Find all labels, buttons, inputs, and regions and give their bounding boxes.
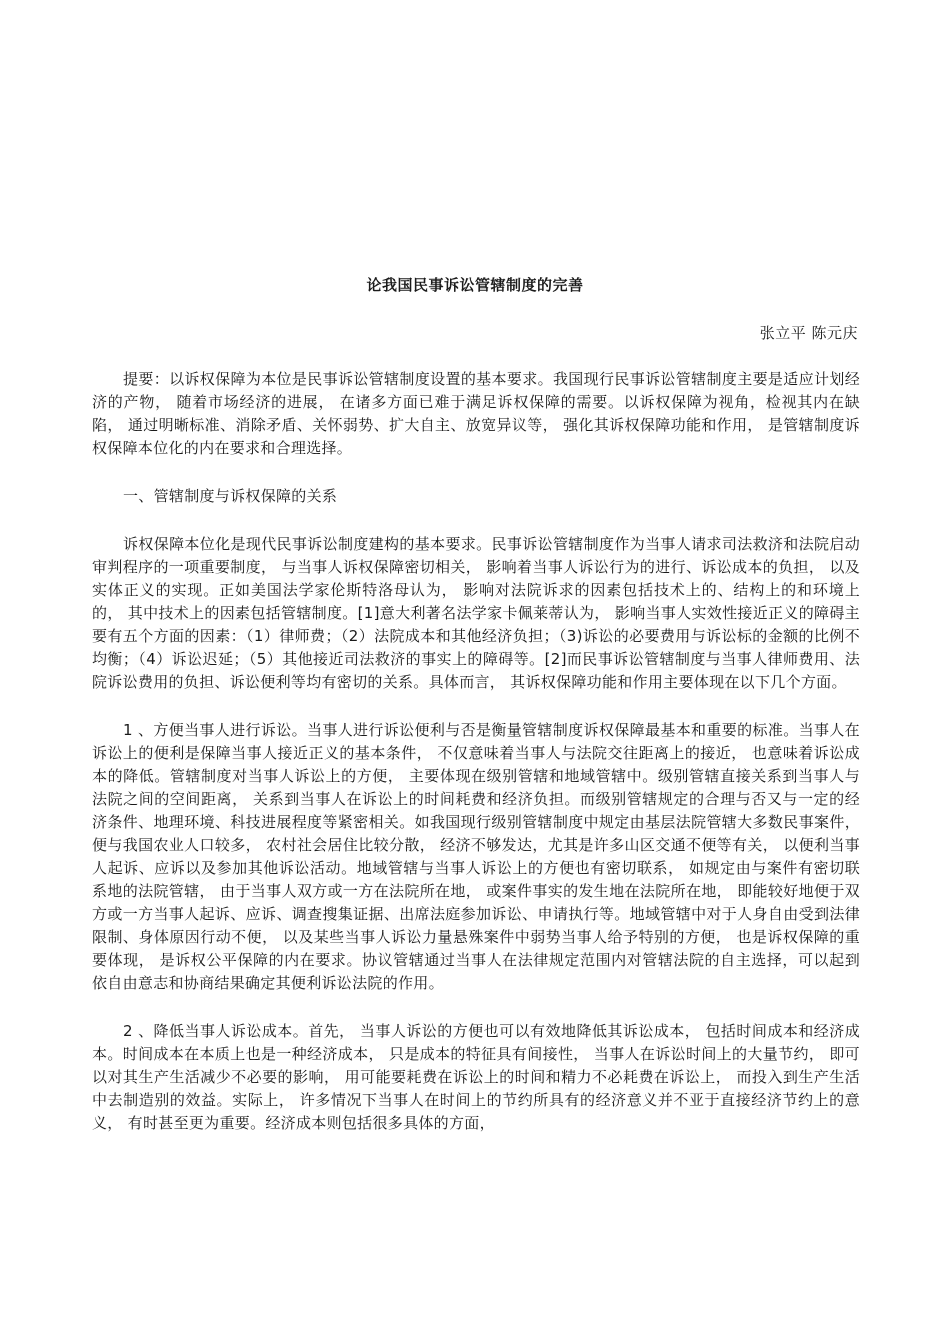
abstract-paragraph: 提要：以诉权保障为本位是民事诉讼管辖制度设置的基本要求。我国现行民事诉讼管辖制度主要是适应计划经济的产物， 随着市场经济的进展， 在诸多方面已难于满足诉权保障的需要。以诉权保障为视角，检视其内在缺陷， 通过明晰标准、消除矛盾、关怀弱势、扩大自主、放宽异议等， 强化其诉权保障功能和作用， 是管辖制度诉权保障本位化的内在要求和合理选择。 [92, 370, 860, 457]
document-title: 论我国民事诉讼管辖制度的完善 [366, 276, 584, 294]
body-paragraph: 1 、方便当事人进行诉讼。当事人进行诉讼便利与否是衡量管辖制度诉权保障最基本和重要的标准。当事人在诉讼上的便利是保障当事人接近正义的基本条件， 不仅意味着当事人与法院交往距离上的接近， 也意味着诉讼成本的降低。管辖制度对当事人诉讼上的方便， 主要体现在级别管辖和地域管辖中。级别管辖直接关系到当事人与法院之间的空间距离， 关系到当事人在诉讼上的时间耗费和经济负担。而级别管辖规定的合理与否又与一定的经济条件、地理环境、科技进展程度等紧密相关。如我国现行级别管辖制度中规定由基层法院管辖大多数民事案件， 便与我国农业人口较多， 农村社会居住比较分散， 经济不够发达，尤其是许多山区交通不便等有关， 以便利当事人起诉、应诉以及参加其他诉讼活动。地域管辖与当事人诉讼上的方便也有密切联系， 如规定由与案件有密切联系地的法院管辖， 由于当事人双方或一方在法院所在地， 或案件事实的发生地在法院所在地， 即能较好地便于双方或一方当事人起诉、应诉、调查搜集证据、出席法庭参加诉讼、申请执行等。地域管辖中对于人身自由受到法律限制、身体原因行动不便， 以及某些当事人诉讼力量悬殊案件中弱势当事人给予特别的方便， 也是诉权保障的重要体现， 是诉权公平保障的内在要求。协议管辖通过当事人在法律规定范围内对管辖法院的自主选择，可以起到依自由意志和协商结果确定其便利诉讼法院的作用。 [92, 721, 860, 992]
document-body [92, 368, 860, 1160]
document-authors: 张立平 陈元庆 [759, 324, 858, 342]
section-heading: 一、管辖制度与诉权保障的关系 [123, 487, 338, 505]
body-paragraph: 2 、降低当事人诉讼成本。首先， 当事人诉讼的方便也可以有效地降低其诉讼成本， 包括时间成本和经济成本。时间成本在本质上也是一种经济成本， 只是成本的特征具有间接性， 当事人在诉讼时间上的大量节约， 即可以对其生产生活减少不必要的影响， 用可能要耗费在诉讼上的时间和精力不必耗费在诉讼上， 而投入到生产生活中去制造别的效益。实际上， 许多情况下当事人在时间上的节约所具有的经济意义并不亚于直接经济节约上的意义， 有时甚至更为重要。经济成本则包括很多具体的方面， [92, 1022, 860, 1132]
body-paragraph: 诉权保障本位化是现代民事诉讼制度建构的基本要求。民事诉讼管辖制度作为当事人请求司法救济和法院启动审判程序的一项重要制度， 与当事人诉权保障密切相关， 影响着当事人诉讼行为的进行、诉讼成本的负担， 以及实体正义的实现。正如美国法学家伦斯特洛母认为， 影响对法院诉求的因素包括技术上的、结构上的和环境上的， 其中技术上的因素包括管辖制度。[1]意大利著名法学家卡佩莱蒂认为， 影响当事人实效性接近正义的障碍主要有五个方面的因素：（1）律师费；（2）法院成本和其他经济负担；（3)诉讼的必要费用与诉讼标的金额的比例不均衡；（4）诉讼迟延；（5）其他接近司法救济的事实上的障碍等。[2]而民事诉讼管辖制度与当事人律师费用、法院诉讼费用的负担、诉讼便利等均有密切的关系。具体而言， 其诉权保障功能和作用主要体现在以下几个方面。 [92, 535, 860, 691]
